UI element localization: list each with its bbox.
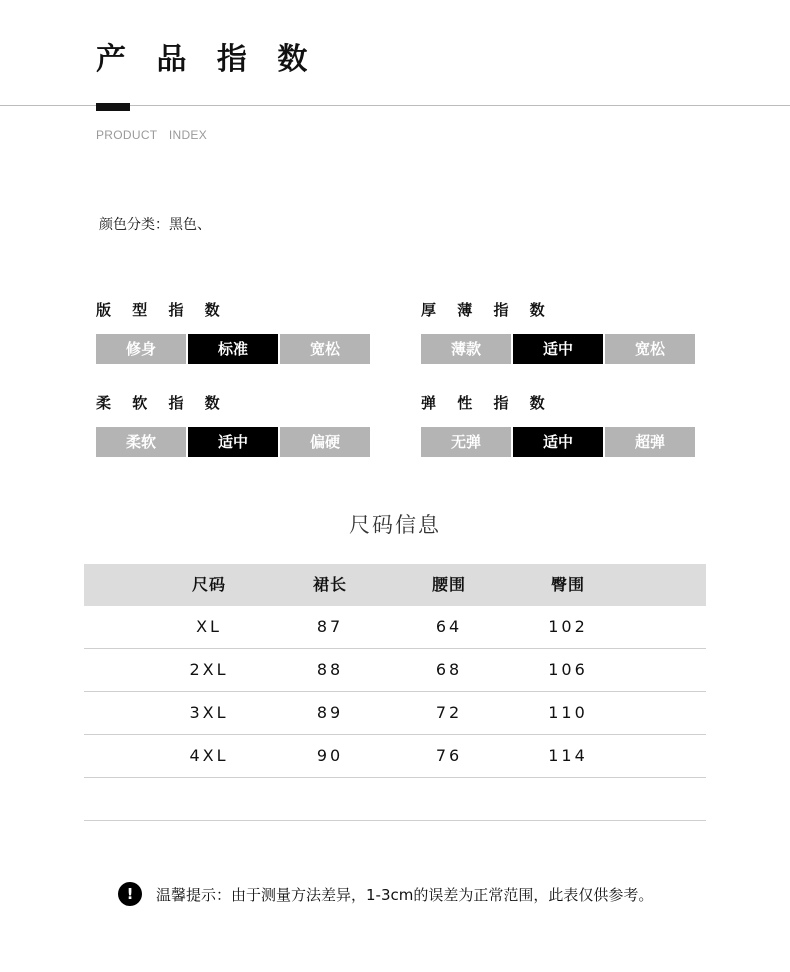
- table-header-cell: 臀围: [550, 575, 585, 594]
- table-cell: 2XL: [189, 660, 229, 679]
- index-option: 柔软: [96, 427, 186, 457]
- index-option: 宽松: [280, 334, 370, 364]
- table-cell: 90: [316, 746, 344, 765]
- page-title: 产 品 指 数: [96, 42, 318, 77]
- index-label: 柔 软 指 数: [96, 394, 228, 412]
- table-cell: 4XL: [189, 746, 229, 765]
- table-row: [84, 692, 706, 735]
- table-cell: 3XL: [189, 703, 229, 722]
- index-option-selected: 适中: [513, 334, 603, 364]
- table-cell: 106: [548, 660, 588, 679]
- table-header-cell: 腰围: [431, 575, 466, 594]
- table-header-row: [84, 564, 706, 606]
- table-row: [84, 649, 706, 692]
- index-option-selected: 适中: [513, 427, 603, 457]
- table-cell: 102: [548, 617, 588, 636]
- table-cell: 110: [548, 703, 588, 722]
- index-label: 厚 薄 指 数: [421, 301, 553, 319]
- table-cell: 88: [316, 660, 344, 679]
- table-cell: 87: [316, 617, 344, 636]
- index-group-fit: [96, 300, 372, 364]
- table-cell: XL: [196, 617, 222, 636]
- index-option: 无弹: [421, 427, 511, 457]
- index-option: 宽松: [605, 334, 695, 364]
- page-subtitle: PRODUCT INDEX: [96, 128, 208, 142]
- title-accent-bar: [96, 103, 130, 111]
- table-header-cell: 裙长: [312, 575, 347, 594]
- table-cell: 114: [548, 746, 588, 765]
- size-table: [84, 564, 706, 821]
- table-cell: 76: [435, 746, 463, 765]
- index-label: 弹 性 指 数: [421, 394, 553, 412]
- table-row-empty: [84, 778, 706, 821]
- table-row: [84, 735, 706, 778]
- size-info-title: 尺码信息: [349, 513, 441, 537]
- index-option-selected: 适中: [188, 427, 278, 457]
- index-option: 薄款: [421, 334, 511, 364]
- tip-text: 温馨提示：由于测量方法差异，1-3cm的误差为正常范围，此表仅供参考。: [156, 885, 654, 904]
- index-group-thickness: [421, 300, 697, 364]
- tip-note: [118, 882, 653, 906]
- table-header-cell: 尺码: [191, 575, 226, 594]
- index-option-selected: 标准: [188, 334, 278, 364]
- table-cell: 89: [316, 703, 344, 722]
- index-group-elasticity: [421, 393, 697, 457]
- table-cell: 72: [435, 703, 463, 722]
- color-category: 颜色分类：黑色、: [99, 217, 211, 233]
- index-option: 偏硬: [280, 427, 370, 457]
- table-row: [84, 606, 706, 649]
- index-group-softness: [96, 393, 372, 457]
- table-cell: 64: [435, 617, 463, 636]
- index-option: 修身: [96, 334, 186, 364]
- index-label: 版 型 指 数: [96, 301, 228, 319]
- table-cell: 68: [435, 660, 463, 679]
- exclamation-icon: !: [118, 882, 142, 906]
- index-option: 超弹: [605, 427, 695, 457]
